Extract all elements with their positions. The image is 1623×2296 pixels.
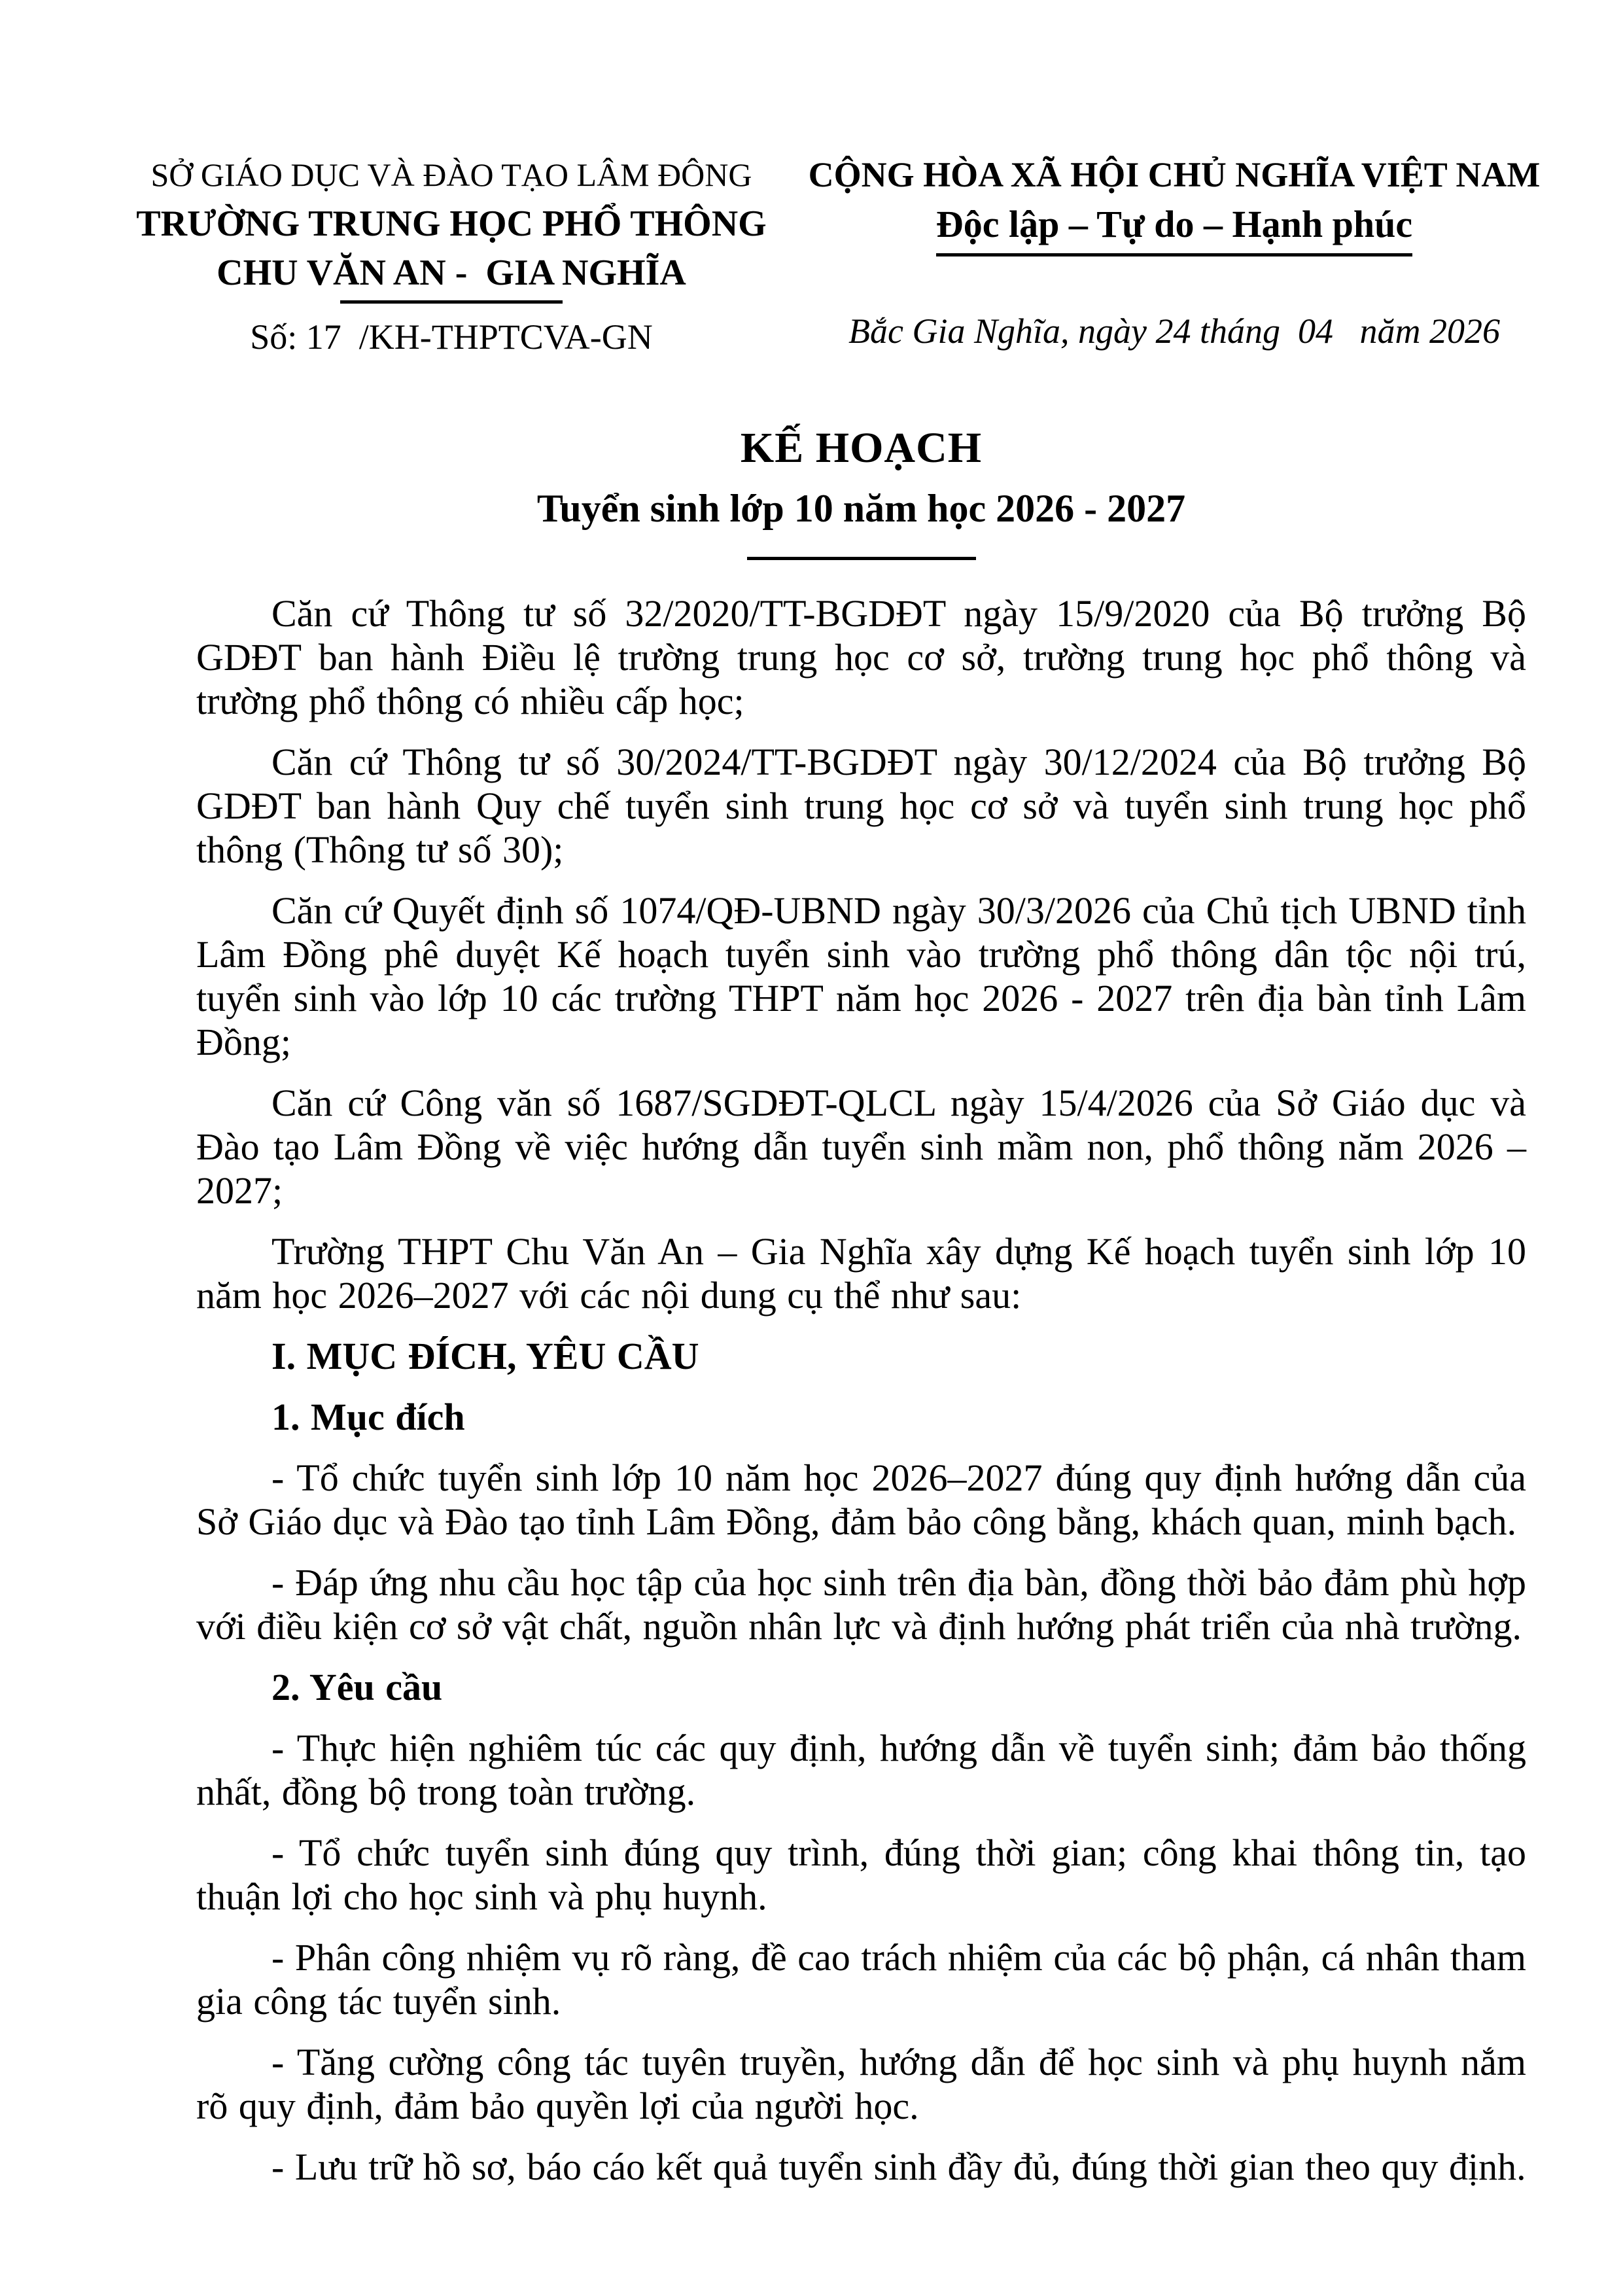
country-name: CỘNG HÒA XÃ HỘI CHỦ NGHĨA VIỆT NAM: [808, 155, 1541, 194]
school-name-line2: CHU VĂN AN - GIA NGHĨA: [217, 253, 686, 293]
body-paragraph: - Lưu trữ hồ sơ, báo cáo kết quả tuyển sinh đầy đủ, đúng thời gian theo quy định.: [271, 2146, 1526, 2188]
body-paragraph: - Tổ chức tuyển sinh đúng quy trình, đúng thời gian; công khai thông tin, tạo thuận lợi cho học sinh và phụ huynh.: [196, 1831, 1526, 1918]
national-motto-block: [808, 150, 1541, 356]
title-divider: [747, 557, 976, 560]
body-paragraph: - Thực hiện nghiêm túc các quy định, hướng dẫn về tuyển sinh; đảm bảo thống nhất, đồng bộ trong toàn trường.: [196, 1727, 1526, 1813]
national-motto: [808, 200, 1541, 258]
body-paragraph: - Tổ chức tuyển sinh lớp 10 năm học 2026–2027 đúng quy định hướng dẫn của Sở Giáo dục và Đào tạo tỉnh Lâm Đồng, đảm bảo công bằng, khách quan, minh bạch.: [196, 1457, 1526, 1543]
national-motto-text: Độc lập – Tự do – Hạnh phúc: [936, 200, 1412, 256]
body-paragraph: Căn cứ Quyết định số 1074/QĐ-UBND ngày 30/3/2026 của Chủ tịch UBND tỉnh Lâm Đồng phê duyệt Kế hoạch tuyển sinh vào trường phổ thông dân tộc nội trú, tuyển sinh vào lớp 10 các trường THPT năm học 2026 - 2027 trên địa bàn tỉnh Lâm Đồng;: [196, 889, 1526, 1063]
title-block: [196, 422, 1526, 560]
document-subtitle: Tuyển sinh lớp 10 năm học 2026 - 2027: [536, 487, 1186, 530]
subsection-heading-yeu-cau: 2. Yêu cầu: [271, 1666, 443, 1708]
body-paragraph: Căn cứ Thông tư số 32/2020/TT-BGDĐT ngày 15/9/2020 của Bộ trưởng Bộ GDĐT ban hành Điều lệ trường trung học cơ sở, trường trung học phổ thông và trường phổ thông có nhiều cấp học;: [196, 592, 1526, 722]
subsection-heading-muc-dich: 1. Mục đích: [271, 1396, 465, 1438]
org-underline: [340, 300, 563, 304]
school-name-line1: TRƯỜNG TRUNG HỌC PHỔ THÔNG: [136, 203, 767, 244]
body-paragraph: Trường THPT Chu Văn An – Gia Nghĩa xây dựng Kế hoạch tuyển sinh lớp 10 năm học 2026–2027 với các nội dung cụ thể như sau:: [196, 1230, 1526, 1316]
document-title: KẾ HOẠCH: [740, 424, 983, 472]
document-header: [0, 150, 1623, 362]
body-paragraph: - Tăng cường công tác tuyên truyền, hướng dẫn để học sinh và phụ huynh nắm rõ quy định, đảm bảo quyền lợi của người học.: [196, 2041, 1526, 2127]
department-name: SỞ GIÁO DỤC VÀ ĐÀO TẠO LÂM ĐÔNG: [150, 156, 752, 193]
document-ref-number: Số: 17 /KH-THPTCVA-GN: [250, 317, 653, 357]
issuing-org-block: [121, 150, 782, 362]
body-paragraph: Căn cứ Công văn số 1687/SGDĐT-QLCL ngày 15/4/2026 của Sở Giáo dục và Đào tạo Lâm Đồng về việc hướng dẫn tuyển sinh mầm non, phổ thông năm 2026 – 2027;: [196, 1082, 1526, 1212]
place-and-date: Bắc Gia Nghĩa, ngày 24 tháng 04 năm 2026: [848, 311, 1500, 351]
body-paragraph: - Đáp ứng nhu cầu học tập của học sinh trên địa bàn, đồng thời bảo đảm phù hợp với điều kiện cơ sở vật chất, nguồn nhân lực và định hướng phát triển của nhà trường.: [196, 1561, 1526, 1648]
body-paragraph: Căn cứ Thông tư số 30/2024/TT-BGDĐT ngày 30/12/2024 của Bộ trưởng Bộ GDĐT ban hành Quy chế tuyển sinh trung học cơ sở và tuyển sinh trung học phổ thông (Thông tư số 30);: [196, 741, 1526, 871]
document-body: [196, 592, 1526, 2189]
section-heading-1: I. MỤC ĐÍCH, YÊU CẦU: [271, 1335, 699, 1377]
body-paragraph: - Phân công nhiệm vụ rõ ràng, đề cao trách nhiệm của các bộ phận, cá nhân tham gia công tác tuyển sinh.: [196, 1936, 1526, 2022]
